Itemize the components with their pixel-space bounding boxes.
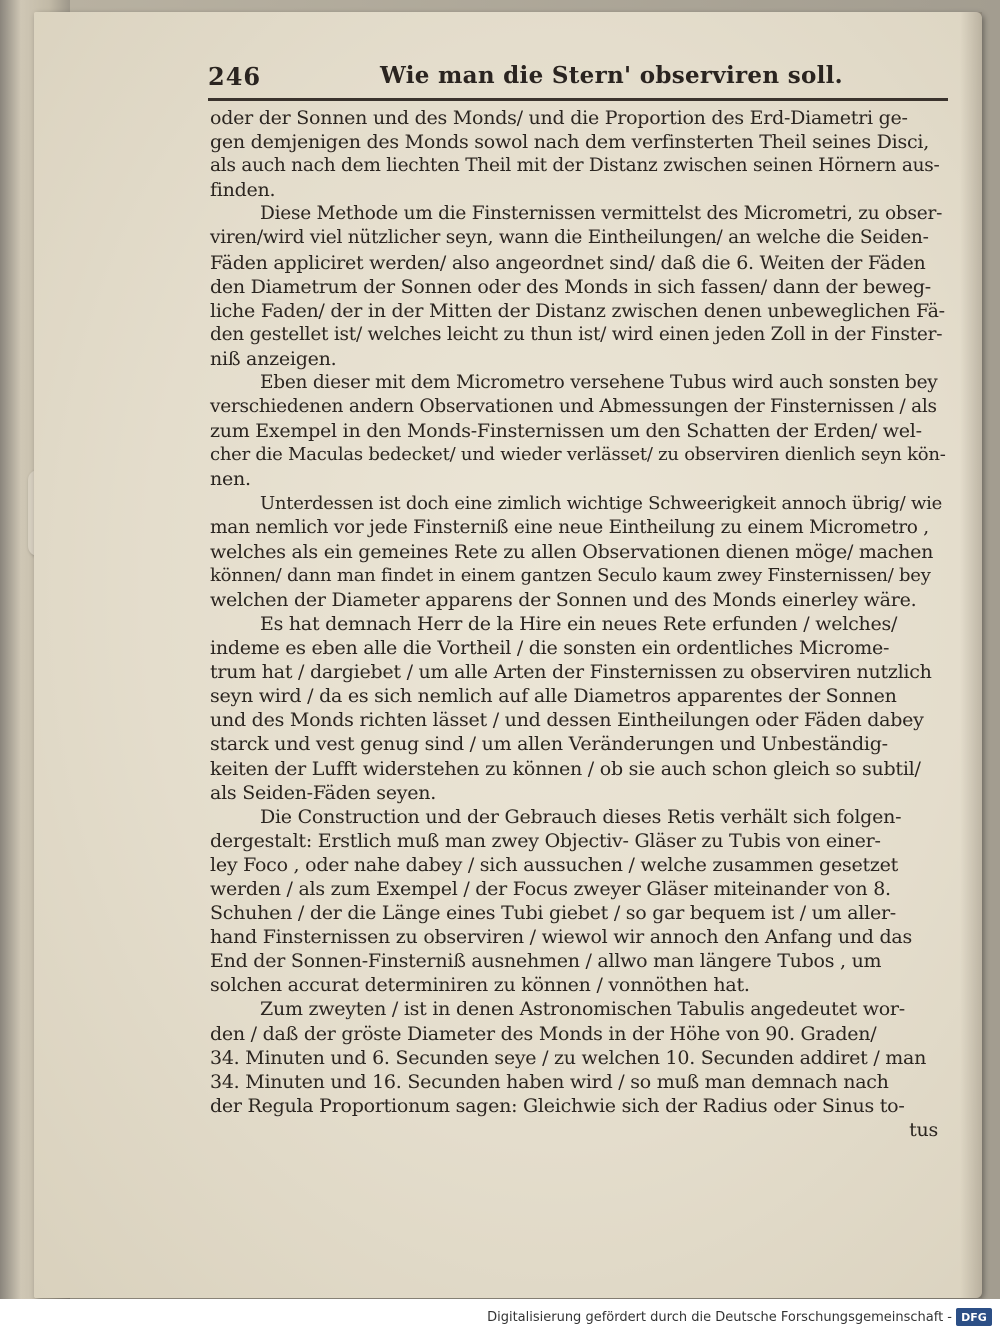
text-line: nen. (210, 468, 251, 491)
text-line: viren/wird viel nützlicher seyn, wann die Eintheilungen/ an welche die Seiden- (210, 227, 929, 249)
text-line: Eben dieser mit dem Micrometro versehene Tubus wird auch sonsten bey (260, 372, 938, 394)
text-line: End der Sonnen-Finsterniß ausnehmen / allwo man längere Tubos , um (210, 950, 882, 973)
text-line: dergestalt: Erstlich muß man zwey Objectiv- Gläser zu Tubis von einer- (210, 829, 881, 852)
page-header (208, 58, 948, 98)
text-line: zum Exempel in den Monds-Finsternissen um den Schatten der Erden/ wel- (210, 420, 922, 443)
page-number: 246 (208, 62, 262, 91)
body-text (210, 106, 946, 1142)
text-line: seyn wird / da es sich nemlich auf alle Diametros apparentes der Sonnen (210, 685, 897, 708)
text-line: können/ dann man findet in einem gantzen Seculo kaum zwey Finsternissen/ bey (210, 564, 931, 586)
text-line: solchen accurat determiniren zu können / vonnöthen hat. (210, 974, 750, 997)
text-line: als auch nach dem liechten Theil mit der Distanz zwischen seinen Hörnern aus- (210, 155, 940, 177)
running-title: Wie man die Stern' observiren soll. (380, 62, 843, 89)
text-line: indeme es eben alle die Vortheil / die sonsten ein ordentliches Microme- (210, 637, 890, 660)
header-rule (208, 98, 948, 101)
text-line: werden / als zum Exempel / der Focus zweyer Gläser miteinander von 8. (210, 878, 891, 900)
page-edge-shadow (960, 12, 982, 1298)
text-line: Diese Methode um die Finsternissen vermittelst des Micrometri, zu obser- (260, 203, 943, 225)
text-line: cher die Maculas bedecket/ und wieder verlässet/ zu observiren dienlich seyn kön- (210, 444, 946, 466)
dfg-logo: DFG (956, 1308, 992, 1326)
footer-bar (0, 1299, 1000, 1339)
catchword: tus (909, 1118, 938, 1141)
text-line: Schuhen / der die Länge eines Tubi giebet / so gar bequem ist / um aller- (210, 902, 896, 925)
text-line: Die Construction und der Gebrauch dieses Retis verhält sich folgen- (260, 805, 902, 828)
text-line: den gestellet ist/ welches leicht zu thun ist/ wird einen jeden Zoll in der Finster- (210, 323, 943, 345)
text-line: als Seiden-Fäden seyen. (210, 781, 436, 804)
text-line: ley Foco , oder nahe dabey / sich aussuchen / welche zusammen gesetzet (210, 853, 898, 876)
text-line: starck und vest genug sind / um allen Veränderungen und Unbeständig- (210, 733, 888, 756)
text-line: keiten der Lufft widerstehen zu können / ob sie auch schon gleich so subtil/ (210, 757, 921, 780)
text-line: Es hat demnach Herr de la Hire ein neues Rete erfunden / welches/ (260, 612, 898, 635)
text-line: 34. Minuten und 16. Secunden haben wird / so muß man demnach nach (210, 1070, 889, 1093)
text-line: man nemlich vor jede Finsterniß eine neue Eintheilung zu einem Micrometro , (210, 516, 929, 538)
text-line: und des Monds richten lässet / und dessen Eintheilungen oder Fäden dabey (210, 709, 924, 732)
text-line: Unterdessen ist doch eine zimlich wichtige Schweerigkeit annoch übrig/ wie (260, 492, 943, 514)
text-line: niß anzeigen. (210, 347, 337, 370)
text-line: welches als ein gemeines Rete zu allen Observationen dienen möge/ machen (210, 540, 934, 563)
text-line: finden. (210, 179, 276, 202)
footer-credit: Digitalisierung gefördert durch die Deutsche Forschungsgemeinschaft - (487, 1310, 952, 1325)
text-line: liche Faden/ der in der Mitten der Distanz zwischen denen unbeweglichen Fä- (210, 299, 945, 322)
text-line: welchen der Diameter apparens der Sonnen und des Monds einerley wäre. (210, 588, 917, 611)
text-line: oder der Sonnen und des Monds/ und die Proportion des Erd-Diametri ge- (210, 107, 908, 129)
text-line: trum hat / dargiebet / um alle Arten der Finsternissen zu observiren nutzlich (210, 661, 932, 684)
text-line: verschiedenen andern Observationen und Abmessungen der Finsternissen / als (210, 396, 937, 418)
text-line: Fäden appliciret werden/ also angeordnet sind/ daß die 6. Weiten der Fäden (210, 251, 926, 274)
text-line: den Diametrum der Sonnen oder des Monds in sich fassen/ dann der beweg- (210, 275, 931, 298)
text-line: der Regula Proportionum sagen: Gleichwie sich der Radius oder Sinus to- (210, 1094, 905, 1117)
text-line: hand Finsternissen zu observiren / wiewol wir annoch den Anfang und das (210, 926, 912, 949)
text-line: gen demjenigen des Monds sowol nach dem verfinsterten Theil seines Disci, (210, 131, 930, 154)
text-line: 34. Minuten und 6. Secunden seye / zu welchen 10. Secunden addiret / man (210, 1046, 927, 1069)
text-line: Zum zweyten / ist in denen Astronomischen Tabulis angedeutet wor- (260, 998, 905, 1021)
text-line: den / daß der gröste Diameter des Monds in der Höhe von 90. Graden/ (210, 1022, 877, 1045)
